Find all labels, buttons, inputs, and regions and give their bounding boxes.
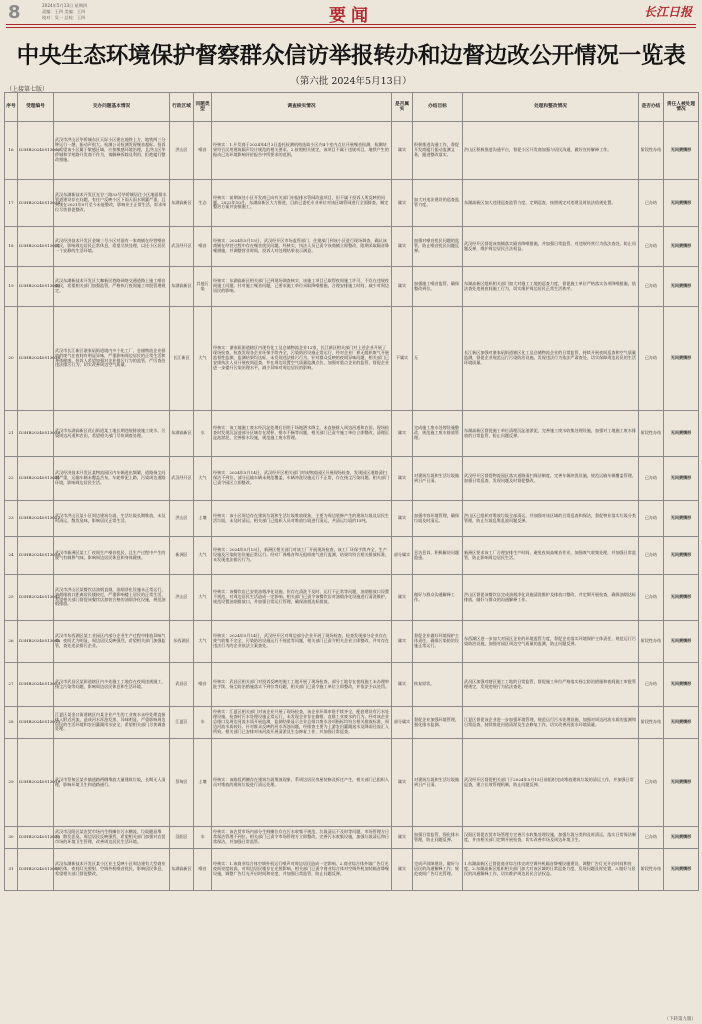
- complaint-summary: 武汉市洪山区某餐饮店油烟直排，油烟净化设施未正常运行，油烟排放口距离居民楼较近，严重影响楼上居民的正常生活，希望相关部门督促该餐饮店加装合格的油烟净化设施，规范油烟排放。: [54, 575, 170, 621]
- problem-type: 水: [194, 411, 212, 457]
- case-id: D3HB20240513026: [18, 307, 54, 411]
- complaint-summary: 武汉经济技术开发区金城三号小区对面有一家商铺在经营噪音扰民，影响周边居民正常休息，希望尽快处理，以还小区居民一个安静的生活环境。: [54, 227, 170, 267]
- accountability: 无问责情形: [664, 663, 699, 707]
- row-number: 20: [5, 307, 18, 411]
- district: 洪山区: [170, 122, 194, 180]
- row-number: 27: [5, 663, 18, 707]
- row-number: 22: [5, 457, 18, 501]
- handling-result: 武汉经开区督促物流园区落实道路清扫保洁制度，完善车辆冲洗设施，规范运输车辆覆盖管理，加强日常巡查，发现问题及时督促整改。: [463, 457, 639, 501]
- problem-type: 土壤: [194, 501, 212, 537]
- accountability: 无问责情形: [664, 575, 699, 621]
- investigation-result: 经核实：1.该商业综合体空调外机运行噪声对周边居民造成一定影响。2.商业综合体外墙广告灯光夜间亮度较高，对周边居民楼存在光照影响。相关部门已责令商业综合体对空调外机加装隔音降噪设施，调整广告灯光开启时间和亮度，并加强日常监管，防止问题反弹。: [212, 849, 392, 891]
- section-name: 要闻: [329, 6, 373, 26]
- completion-status: 阶段性办结: [639, 621, 664, 663]
- handling-result: 东湖高新区组织相关部门加大对施工工地的巡查力度，督促施工单位严格落实各项降噪措施，依法查处违规夜间施工行为，切实维护周边居民正常生活秩序。: [463, 267, 639, 307]
- col-header: 交办问题基本情况: [54, 93, 170, 122]
- handling-result: 江夏区督促该企业进一步加强环境管理，规范运行污水处理设施，加强对周边河流水质的监测和日常巡查，持续推进河道清淤及生态修复工作，切实改善河流水环境质量。: [463, 707, 639, 739]
- district: 武汉经开区: [170, 227, 194, 267]
- district: 武汉经开区: [170, 457, 194, 501]
- verified-flag: 属实: [392, 457, 413, 501]
- row-number: 23: [5, 501, 18, 537]
- table-row: [5, 621, 699, 663]
- investigation-result: 经核实：东湖高新区相关部门已到现场调查核实，该施工项目已取得夜间施工许可，不存在违规夜间施工问题。针对施工噪音问题，已要求施工单位采取降噪措施，合理安排施工时间，减少对周边居民的影响。: [212, 267, 392, 307]
- row-number: 29: [5, 739, 18, 827]
- accountability: 无问责情形: [664, 501, 699, 537]
- table-row: [5, 739, 699, 827]
- district: 东湖高新区: [170, 411, 194, 457]
- handling-result: 洪山区已组织对堆放垃圾全部清运，并加强对该区域的日常巡查和保洁，督促物业落实垃圾分类管理，防止垃圾乱堆乱放问题反弹。: [463, 501, 639, 537]
- verified-flag: 部分属实: [392, 707, 413, 739]
- complaint-summary: 武汉东湖新技术开发区光谷三路33号华侨城居住小区地面排水管道建设存在问题，有住户反映小区下雨天雨水倒灌严重，且到现在2021年9月至今未能整改，影响业主正常生活，诉求单位尽快督促整改。: [54, 180, 170, 227]
- verified-flag: 属实: [392, 739, 413, 827]
- problem-type: 大气: [194, 537, 212, 575]
- investigation-result: 经核实：该工地施工废水经沉淀处理后回用于场地洒水降尘，未直接排入周边河道和农田。现场检查时发现沉淀池部分区域存在淤积、排水不畅等问题，相关部门已责令施工单位立即整改，清理沉淀池淤泥，完善排水设施，规范施工废水管理。: [212, 411, 392, 457]
- handling-result: 长江新区加强对谌家矶街道辖区化工及仓储物流企业的日常监管，持续开展夜间巡查和空气质量监测，督促企业规范运行污染防治设施，发现违法行为依法严肃查处，切实保障周边居民的生活环境质量。: [463, 307, 639, 411]
- accountability: 无问责情形: [664, 537, 699, 575]
- resolution-target: 加强市容环境管理，确保垃圾及时清运。: [413, 501, 463, 537]
- investigation-result: 经核实：该小区周边存在建筑垃圾和生活垃圾堆放现象，主要为周边装修产生的建筑垃圾及居民生活垃圾，未及时清运。相关部门已组织人员对堆放垃圾进行清运，共清运垃圾约15吨。: [212, 501, 392, 537]
- row-number: 21: [5, 411, 18, 457]
- table-row: [5, 227, 699, 267]
- investigation-result: 经核实：1.开发商于2024年4月3日委托检测机构选取小区内4个室内点位开展噪音检测，检测结果符合民用建筑隔声设计规范的相关要求。2.按照相关规定，该项目不属于违规项目，地铁产生的振动已达环境影响评价报告中所要求的范围。: [212, 122, 392, 180]
- case-id: D3HB20240513059: [18, 849, 54, 891]
- page-number: 8: [8, 2, 21, 23]
- investigation-result: 经核实：2024年5月14日，武汉经开区对周边部分企业开展了现场检查，检查发现部分企业存在废气收集不完全、污染防治设施运行不规范等问题，相关部门已责令相关企业立即整改，并对存在违法行为的企业依法立案查处。: [212, 621, 392, 663]
- accountability: 无问责情形: [664, 849, 699, 891]
- district: 武昌区: [170, 663, 194, 707]
- completion-status: 已办结: [639, 575, 664, 621]
- case-id: D3HB20240513051: [18, 457, 54, 501]
- page-title: 中央生态环境保护督察群众信访举报转办和边督边改公开情况一览表: [16, 43, 686, 69]
- investigation-result: 经核实：2024年5月14日，武汉经开区相关部门对该物流园区开展现场检查，发现园区道路清扫保洁不到位，部分运输车辆未规范覆盖，车辆冲洗设施运行不正常，存在扬尘污染问题。相关部门已责令园区立即整改。: [212, 457, 392, 501]
- verified-flag: 不属实: [392, 307, 413, 411]
- verified-flag: 属实: [392, 621, 413, 663]
- col-header: 调查核实情况: [212, 93, 392, 122]
- masthead-rule-thin: [6, 27, 696, 28]
- case-id: D3HB20240513031: [18, 227, 54, 267]
- case-id: D3HB20240513053: [18, 663, 54, 707]
- masthead-rule: [6, 24, 696, 25]
- complaint-summary: 武汉市长江新区谌家矶街道境内多个化工厂、仓储物流企业排放的废气在夜间有明显异味，严重影响周边居民的正常生活和身体健康。投诉人希望加强对企业排污行为的监管，严厉查处违法排污行为，切实改善周边空气质量。: [54, 307, 170, 411]
- problem-type: 噪音: [194, 227, 212, 267]
- complaint-summary: 武汉市洪山区华侨城东区天际小区建在地铁上方，地铁两三分钟运行一趟，振动声很大。检测公司检测发现噪音超标。投诉人希望该小区属于敏感区域，应按敏感环境治理，且洪山区华侨城和学苑路开发商不作为，请解释拆除及利用、拒绝履行整改措施。: [54, 122, 170, 180]
- completion-status: 已办结: [639, 739, 664, 827]
- handling-result: 洪山区积极推进沟通平台，督促小区开发商加强与居民沟通，做好宣传解释工作。: [463, 122, 639, 180]
- col-header: 是否办结: [639, 93, 664, 122]
- district: 东西湖区: [170, 621, 194, 663]
- verified-flag: 属实: [392, 575, 413, 621]
- col-header: 责任人被处理情况: [664, 93, 699, 122]
- completion-status: 已办结: [639, 267, 664, 307]
- resolution-target: 加强施工噪音监管，确保整改到位。: [413, 267, 463, 307]
- table-row: [5, 267, 699, 307]
- district: 洪山区: [170, 575, 194, 621]
- problem-type: 生态: [194, 180, 212, 227]
- handling-result: 新洲区要求该工厂合理安排生产时间，避免夜间高噪音作业，加强废气收集处理，并加强日常监管，防止影响周边居民生活。: [463, 537, 639, 575]
- table-row: [5, 501, 699, 537]
- accountability: 无问责情形: [664, 122, 699, 180]
- investigation-result: 经核实：江夏区相关部门对该企业开展了现场检查，该企业环保审批手续齐全，配套建设有污水处理设施，检查时污水处理设施正常运行，未发现企业存在偷排、直排工业废水的行为。经对该企业总排口及周边河流水质开展监测，监测结果显示企业总排口废水各项指标均符合相关排放标准，周边河流水质较好。针对群众反映的河水浑浊问题，经排查主要为上游农田灌溉退水及降雨径流汇入所致。相关部门已安排对该河流开展清淤及生态修复工作，并加强日常巡查。: [212, 707, 392, 739]
- table-row: [5, 827, 699, 849]
- row-number: 26: [5, 621, 18, 663]
- row-number: 18: [5, 227, 18, 267]
- problem-type: 噪音: [194, 122, 212, 180]
- problem-type: 噪音: [194, 663, 212, 707]
- masthead: [0, 0, 702, 26]
- complaint-summary: 武汉东湖新技术开发区某小区业主反映小区周边建有大型商业综合体，夜间灯光照射、空调外机噪音扰民，影响居民休息，希望相关部门督促整改。: [54, 849, 170, 891]
- completion-status: 已办结: [639, 307, 664, 411]
- verified-flag: 属实: [392, 122, 413, 180]
- verified-flag: 属实: [392, 227, 413, 267]
- row-number: 16: [5, 122, 18, 180]
- row-number: 19: [5, 267, 18, 307]
- case-id: D3HB20240513022: [18, 501, 54, 537]
- completion-status: 已办结: [639, 180, 664, 227]
- table-row: [5, 537, 699, 575]
- complaint-summary: 武汉市汉阳区某农贸市场内生鲜摊位污水横流，垃圾随意堆放，散发恶臭，周边居民反映强烈，希望相关部门加强对农贸市场的环境卫生管理，改善周边居民生活环境。: [54, 827, 170, 849]
- case-id: D3HB20240513039: [18, 827, 54, 849]
- investigation-result: 经核实：2024年5月15日，新洲区相关部门对该工厂开展现场检查，该工厂环保手续齐全，生产设施及污染防治设施正常运行。经对厂界噪音和无组织废气进行监测，结果均符合相关排放标准，未发现违法排污行为。: [212, 537, 392, 575]
- accountability: 无问责情形: [664, 267, 699, 307]
- verified-flag: 部分属实: [392, 537, 413, 575]
- problem-type: 水: [194, 827, 212, 849]
- problem-type: 水: [194, 707, 212, 739]
- verified-flag: 属实: [392, 501, 413, 537]
- investigation-result: 经核实：2024年5月15日，武汉经开区市场监管部门、住建部门到该小区进行现场调查，确认该商铺在经营过程中存在噪音扰民问题。经核实，执法人员已责令该商铺立即整改，限期采取隔音降噪措施，并调整营业时间，投诉人对处理结果表示满意。: [212, 227, 392, 267]
- accountability: 无问责情形: [664, 621, 699, 663]
- col-header: 办结目标: [413, 93, 463, 122]
- accountability: 无问责情形: [664, 739, 699, 827]
- resolution-target: 加强日常监管，强化排水管理，防止问题反弹。: [413, 827, 463, 849]
- accountability: 无问责情形: [664, 707, 699, 739]
- district: 汉阳区: [170, 827, 194, 849]
- handling-result: 东湖高新区督促施工单位清理沉淀池淤泥，完善施工废水收集处理设施，加强对工地施工废水排放的日常监管，防止问题反弹。: [463, 411, 639, 457]
- resolution-target: 息访息诉，积极解决问题隐患。: [413, 537, 463, 575]
- completion-status: 阶段性办结: [639, 849, 664, 891]
- newspaper-logo: 长江日报: [643, 5, 692, 19]
- verified-flag: 属实: [392, 849, 413, 891]
- accountability: 无问责情形: [664, 411, 699, 457]
- problem-type: 土壤: [194, 739, 212, 827]
- continued-note: （上接第七版）: [6, 86, 49, 93]
- table-header: [5, 93, 699, 122]
- district: 洪山区: [170, 501, 194, 537]
- complaint-summary: 武汉市东西湖区某工业园区内部分企业生产过程中排放异味气体，夜间尤为明显，周边居民反映强烈，希望相关部门加强监管，查处违法排污企业。: [54, 621, 170, 663]
- table-row: [5, 457, 699, 501]
- verified-flag: 属实: [392, 180, 413, 227]
- complaint-summary: 武汉市武昌区某街道辖区内多处施工工地存在夜间违规施工、扬尘污染等问题，影响周边居民休息和生活环境。: [54, 663, 170, 707]
- col-header: 行政区域: [170, 93, 194, 122]
- district: 新洲区: [170, 537, 194, 575]
- table-body: [5, 122, 699, 891]
- report-table: [4, 92, 699, 891]
- completion-status: 已办结: [639, 663, 664, 707]
- accountability: 无问责情形: [664, 457, 699, 501]
- district: 东湖高新区: [170, 849, 194, 891]
- completion-status: 已办结: [639, 457, 664, 501]
- masthead-meta: 2024年5月13日 星期四 责编：王四 美编：王四 校对：吴一 总校：王四: [42, 3, 88, 20]
- case-id: D3HB20240513019: [18, 739, 54, 827]
- row-number: 17: [5, 180, 18, 227]
- handling-result: 武汉经开区督促相关部门于2024年5月15日前组织完成堆放建筑垃圾的清运工作，并加强日常巡查，建立长效管理机制，防止问题反弹。: [463, 739, 639, 827]
- complaint-summary: 江夏区某金口街道辖区内某企业产生的工业废水未经处理直接排入附近河流，造成河水浑浊发黑、异味明显，严重影响周边居民的生活环境和农田灌溉用水安全，希望相关部门尽快调查处理。: [54, 707, 170, 739]
- col-header: 问题类型: [194, 93, 212, 122]
- complaint-summary: 武汉市新洲区某工厂夜间生产噪音扰民，且生产过程中产生的废气有刺鼻气味，影响周边居民休息和身体健康。: [54, 537, 170, 575]
- table-row: [5, 180, 699, 227]
- accountability: 无问责情形: [664, 307, 699, 411]
- verified-flag: 属实: [392, 827, 413, 849]
- handling-result: 东西湖区进一步加大对园区企业的环境监管力度，督促企业落实环境保护主体责任，规范运行污染防治设施，加强对园区周边空气质量的监测，防止问题反弹。: [463, 621, 639, 663]
- handling-result: 武昌区加强对辖区施工工地的日常监管，督促施工单位严格落实扬尘防治措施和夜间施工审批管理规定，发现违规行为依法查处。: [463, 663, 639, 707]
- completion-status: 阶段性办结: [639, 411, 664, 457]
- continued-footer: （下转第九版）: [664, 1017, 696, 1022]
- resolution-target: 恢复原状。: [413, 663, 463, 707]
- problem-type: 其他污染: [194, 267, 212, 307]
- table-row: [5, 707, 699, 739]
- resolution-target: 加大对违法建设的巡查监管力度。: [413, 180, 463, 227]
- district: 蔡甸区: [170, 739, 194, 827]
- resolution-target: 督促企业做好环境保护主体责任，确保污染防治设施正常运行。: [413, 621, 463, 663]
- table-row: [5, 663, 699, 707]
- complaint-summary: 武汉市蔡甸区某乡镇道路两侧堆放大量建筑垃圾，长期无人清理，影响环境卫生和道路通行。: [54, 739, 170, 827]
- complaint-summary: 武汉东湖新技术开发区大咖新民巷路网络交通道路上施工噪音扰民，希望相关部门加强监管，严格执行夜间施工审批管理规定。: [54, 267, 170, 307]
- resolution-target: 督促企业加强环境管理，强化排水监测。: [413, 707, 463, 739]
- table-row: [5, 307, 699, 411]
- handling-result: 1.东湖高新区已督促商业综合体完成空调外机隔音降噪设施建设，调整广告灯光开启时间和亮度。2.东湖高新区组织相关部门加大对该区域的日常巡查力度，发现问题及时处置。3.做好与居民的沟通解释工作，切实维护周边居民合法权益。: [463, 849, 639, 891]
- handling-result: 洪山区督促该餐饮店完成油烟净化设施清洗维护及排放口整改，并定期开展检查，确保油烟达标排放，做好与群众的沟通解释工作。: [463, 575, 639, 621]
- row-number: 31: [5, 849, 18, 891]
- case-id: D3HB20240513030: [18, 537, 54, 575]
- page-subtitle: （第六批 2024年5月13日）: [290, 76, 412, 87]
- resolution-target: 对建筑垃圾和生活垃圾做到日产日清。: [413, 457, 463, 501]
- table-row: [5, 411, 699, 457]
- resolution-target: 加强对噪音扰民问题的监管，防止噪音扰民问题反弹。: [413, 227, 463, 267]
- district: 东湖高新区: [170, 180, 194, 227]
- verified-flag: 属实: [392, 663, 413, 707]
- row-number: 25: [5, 575, 18, 621]
- district: 江夏区: [170, 707, 194, 739]
- table-row: [5, 122, 699, 180]
- row-number: 30: [5, 827, 18, 849]
- completion-status: 已办结: [639, 501, 664, 537]
- resolution-target: 完成声屏障建设，做好与居民的沟通解释工作；规范夜间广告灯光管理。: [413, 849, 463, 891]
- complaint-summary: 武汉市东湖高新区花山街道某工地长期违规排放施工废水，污染周边河道和农田，希望相关部门尽快调查处理。: [54, 411, 170, 457]
- investigation-result: 经核实：该路段两侧存在建筑垃圾堆放现象，系周边居民房屋装修及拆迁产生，相关部门已组织人员对堆放的建筑垃圾进行清运处理。: [212, 739, 392, 827]
- accountability: 无问责情形: [664, 227, 699, 267]
- handling-result: 汉阳区督促农贸市场管理方完善污水收集处理设施，加强垃圾分类和及时清运，落实日常保洁制度，并由相关部门定期开展检查，切实改善市场及周边环境卫生。: [463, 827, 639, 849]
- problem-type: 大气: [194, 575, 212, 621]
- complaint-summary: 武汉经济技术开发区某物流园区内车辆进出频繁，道路扬尘问题严重，运输车辆未覆盖苫布，车轮带泥上路，污染周边道路环境，影响周边居民生活。: [54, 457, 170, 501]
- col-header: 序号: [5, 93, 18, 122]
- accountability: 无问责情形: [664, 827, 699, 849]
- investigation-result: 经核实：谌家矶街道辖区内现有化工及仓储物流企业12家，长江新区相关部门对上述企业开展了现场检查。检查发现各企业环保手续齐全，污染防治设施正常运行，经对企业厂界无组织废气开展监督性监测，监测结果均达标，未发现违法排污行为。针对群众反映的夜间异味问题，相关部门已安排执法人员开展夜间巡查，并在周边设置空气质量监测点位，加强对重点企业的监管，督促企业进一步提升污染治理水平，减少异味对周边居民的影响。: [212, 307, 392, 411]
- case-id: D3HB20240513006: [18, 122, 54, 180]
- completion-status: 已办结: [639, 537, 664, 575]
- col-header: 受理编号: [18, 93, 54, 122]
- verified-flag: 属实: [392, 267, 413, 307]
- completion-status: 阶段性办结: [639, 122, 664, 180]
- col-header: 处理和整改情况: [463, 93, 639, 122]
- case-id: D3HB20240513042: [18, 575, 54, 621]
- resolution-target: 做好与群众沟通解释工作。: [413, 575, 463, 621]
- accountability: 无问责情形: [664, 180, 699, 227]
- col-header: 是否属实: [392, 93, 413, 122]
- handling-result: 东湖高新区加大违建巡查监管力度，定期巡查，按照规定对违建及时依法依规处置。: [463, 180, 639, 227]
- resolution-target: 对建筑垃圾和生活垃圾做到日产日清。: [413, 739, 463, 827]
- district: 长江新区: [170, 307, 194, 411]
- case-id: D3HB20240513036: [18, 411, 54, 457]
- row-number: 24: [5, 537, 18, 575]
- problem-type: 噪音: [194, 849, 212, 891]
- investigation-result: 经核实：前期该处小区开发商已向有关部门申报排水管网改造项目，但不属于投诉人所反映的问题。2022年10月，东湖高新区大力推进，目前已委托专业单位对该区域管网进行全面排查，制定整治方案并安排施工。: [212, 180, 392, 227]
- investigation-result: 经核实：该餐饮店已安装油烟净化设施，但存在清洗不及时、运行不正常等问题，油烟排放口设置不规范，对周边居民生活造成一定影响。相关部门已责令该餐饮店对油烟净化设施进行清洗维护，规范设置油烟排放口，并加强日常运行管理，确保油烟达标排放。: [212, 575, 392, 621]
- problem-type: 大气: [194, 621, 212, 663]
- complaint-summary: 武汉市洪山区某小区周边建筑垃圾、生活垃圾长期堆放，未及时清运，散发臭味，影响居民正常生活。: [54, 501, 170, 537]
- problem-type: 大气: [194, 457, 212, 501]
- case-id: D3HB20240513048: [18, 621, 54, 663]
- handling-result: 武汉经开区督促该商铺落实隔音降噪措施，并加强日常监管，对违规经营行为依法查处，防止问题反弹，维护周边居民合法权益。: [463, 227, 639, 267]
- table-row: [5, 849, 699, 891]
- case-id: D3HB20240513046: [18, 267, 54, 307]
- case-id: D3HB20240513015: [18, 707, 54, 739]
- resolution-target: 完成施工废水处理设施整改，规范施工废水排放管理。: [413, 411, 463, 457]
- resolution-target: 积极推进沟通工作，督促开发商履行振动监测义务，跟进整改落实。: [413, 122, 463, 180]
- investigation-result: 经核实：武昌区相关部门对投诉反映的施工工地开展了现场检查，部分工地存在夜间施工未办理审批手续、扬尘防治措施落实不到位等问题，相关部门已责令施工单位立即整改，并依法予以处罚。: [212, 663, 392, 707]
- district: 东湖高新区: [170, 267, 194, 307]
- completion-status: 已办结: [639, 227, 664, 267]
- row-number: 28: [5, 707, 18, 739]
- completion-status: 阶段性办结: [639, 707, 664, 739]
- table-row: [5, 575, 699, 621]
- verified-flag: 属实: [392, 411, 413, 457]
- case-id: D3HB20240513024: [18, 180, 54, 227]
- problem-type: 大气: [194, 307, 212, 411]
- resolution-target: 无: [413, 307, 463, 411]
- completion-status: 已办结: [639, 827, 664, 849]
- investigation-result: 经核实：该农贸市场内部分生鲜摊位存在污水收集不规范、垃圾清运不及时等问题，市场管理方日常保洁管理不到位。相关部门已责令市场管理方立即整改，完善污水收集设施，加强垃圾清运和日常保洁，并加强日常监管。: [212, 827, 392, 849]
